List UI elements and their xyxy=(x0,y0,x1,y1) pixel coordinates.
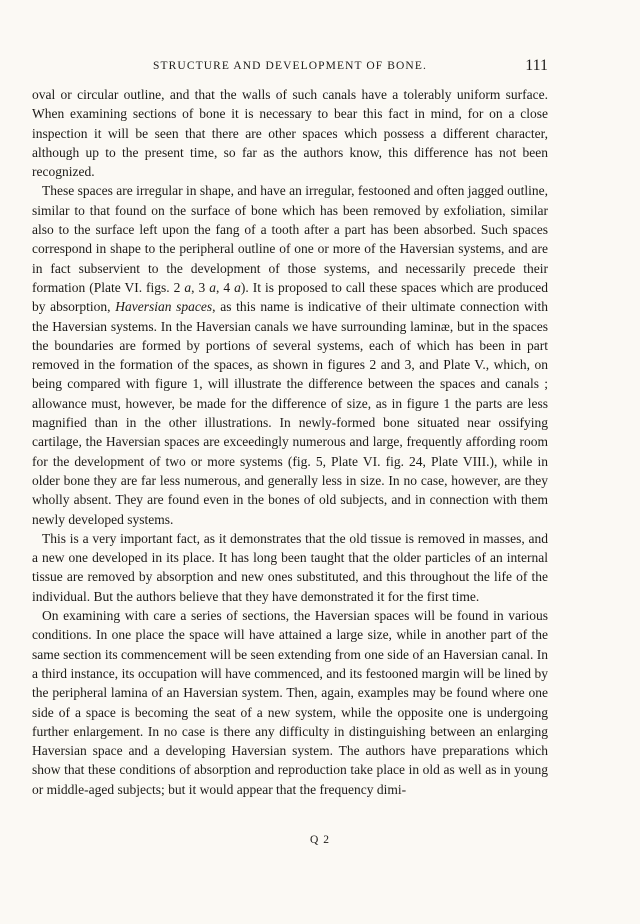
italic-run: Haversian spaces xyxy=(115,299,213,315)
paragraph-1 xyxy=(32,85,548,181)
text-run: ). It is proposed to call these spaces which are produced by absorption, xyxy=(32,279,549,315)
page-number: 111 xyxy=(525,57,548,74)
text-run: oval or circular outline, and that the walls of such canals have a tolerably uniform surface. When examining sections of bone it is necessary to bear this fact in mind, for on a close inspection it will be seen that there are other spaces which possess a different character, although up to the present time, so far as the authors know, this difference has not been recognized. xyxy=(32,87,548,180)
text-run: On examining with care a series of sections, the Haversian spaces will be found in various conditions. In one place the space will have attained a large size, while in another part of the same section its commencement will be seen extending from one side of an Haversian canal. In a third instance, its occupation will have commenced, and its festooned margin will be lined by the peripheral lamina of an Haversian system. Then, again, examples may be found where one side of a space is becoming the seat of a new system, while the opposite one is undergoing further enlargement. In no case is there any difficulty in distinguishing between an enlarging Haversian space and a developing Haversian system. The authors have preparations which show that these conditions of absorption and reproduction take place in old as well as in young or middle-aged subjects; but it would appear that the frequency dimi- xyxy=(32,608,548,797)
text-run: , as this name is indicative of their ultimate connection with the Haversian systems. In the Haversian canals we have surrounding laminæ, but in the spaces the boundaries are formed by portions of several systems, each of which has been in part removed in the formation of the spaces, as shown in figures 2 and 3, and Plate V., which, on being compared with figure 1, will illustrate the difference between the spaces and canals ; allowance must, however, be made for the difference of size, as in figure 1 the parts are less magnified than in the other illustrations. In newly-formed bone situated near ossifying cartilage, the Haversian spaces are exceedingly numerous and large, frequently affording room for the development of two or more systems (fig. 5, Plate VI. fig. 24, Plate VIII.), while in older bone they are far less numerous, and generally less in size. In no case, however, are they wholly absent. They are found even in the bones of old subjects, and in connection with them newly developed systems. xyxy=(32,299,549,527)
signature-mark: Q 2 xyxy=(310,834,330,846)
text-run: These spaces are irregular in shape, and have an irregular, festooned and often jagged outline, similar to that found on the surface of bone which has been removed by exfoliation, similar also to the surface left upon the fang of a tooth after a part has been absorbed. Such spaces correspond in shape to the peripheral outline of one or more of the Haversian systems, and are in fact subservient to the development of those systems, and necessarily precede their formation (Plate VI. figs. 2 xyxy=(32,183,548,295)
italic-run: a xyxy=(209,279,217,295)
paragraph-2 xyxy=(32,181,548,528)
text-run: , 4 xyxy=(216,279,235,295)
page-header xyxy=(32,57,548,81)
italic-run: a xyxy=(234,279,241,295)
italic-run: a xyxy=(184,279,192,295)
text-run: This is a very important fact, as it demonstrates that the old tissue is removed in masses, and a new one developed in its place. It has long been taught that the older particles of an internal tissue are removed by absorption and new ones substituted, and this throughout the life of the individual. But the authors believe that they have demonstrated it for the first time. xyxy=(32,530,548,604)
body-text xyxy=(32,85,548,799)
running-head: STRUCTURE AND DEVELOPMENT OF BONE. xyxy=(153,60,427,72)
paragraph-4 xyxy=(32,606,548,799)
paragraph-3 xyxy=(32,529,548,606)
text-run: , 3 xyxy=(191,279,210,295)
